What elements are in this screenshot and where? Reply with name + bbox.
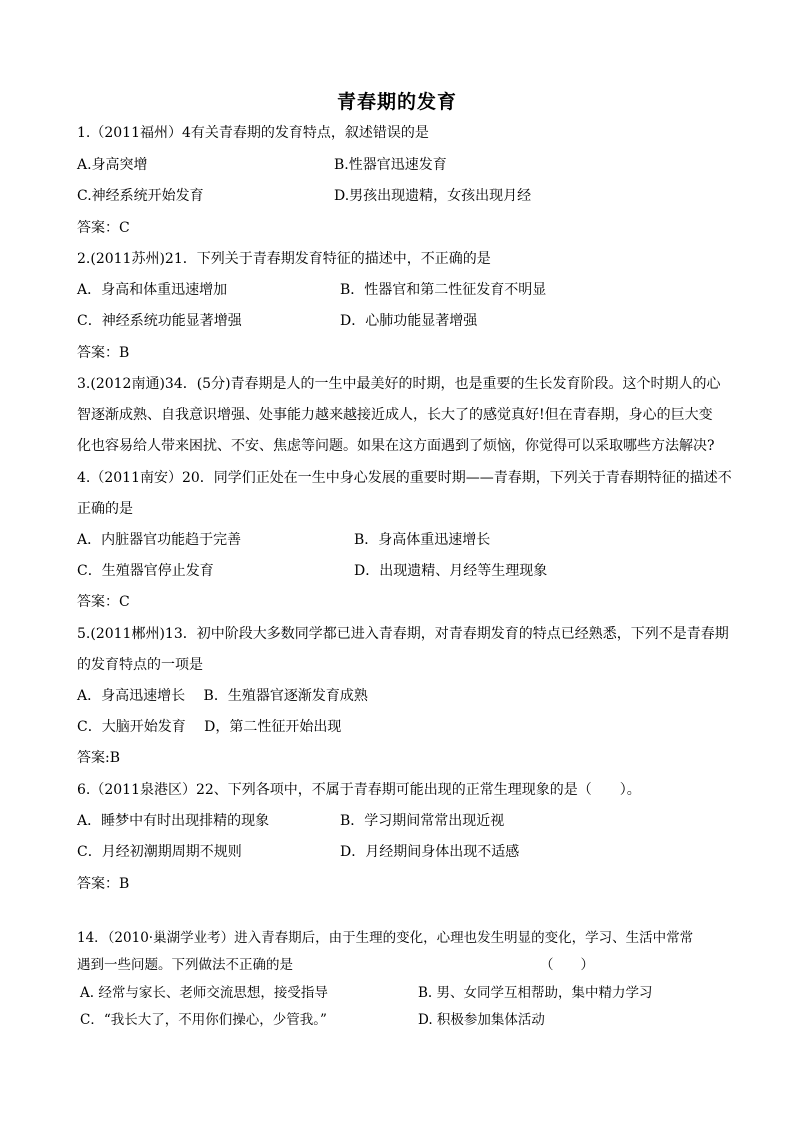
q1-option-b: B.性器官迅速发育: [334, 157, 447, 173]
q14-answer-bracket: （ ）: [540, 957, 594, 973]
q5-line-2: 的发育特点的一项是: [77, 657, 203, 673]
q1-stem: 1.（2011福州）4有关青春期的发育特点，叙述错误的是: [77, 125, 429, 141]
q14-option-b: B. 男、女同学互相帮助，集中精力学习: [418, 985, 653, 1001]
q3-line-3: 化也容易给人带来困扰、不安、焦虑等问题。如果在这方面遇到了烦恼，你觉得可以采取哪些方法解决?: [77, 438, 715, 454]
q2-answer: 答案：B: [77, 345, 130, 361]
q6-option-b: B．学习期间常常出现近视: [340, 813, 505, 829]
q5-options-cd: C．大脑开始发育 D，第二性征开始出现: [77, 719, 342, 735]
q2-option-a: A．身高和体重迅速增加: [77, 282, 228, 298]
q4-line-2: 正确的是: [77, 501, 133, 517]
q5-line-1: 5.(2011郴州)13．初中阶段大多数同学都已进入青春期，对青春期发育的特点已经熟悉，下列不是青春期: [77, 626, 729, 642]
q2-stem: 2.(2011苏州)21．下列关于青春期发育特征的描述中，不正确的是: [77, 251, 491, 267]
q6-stem: 6.（2011泉港区）22、下列各项中，不属于青春期可能出现的正常生理现象的是（ ）。: [77, 782, 641, 798]
q6-option-a: A．睡梦中有时出现排精的现象: [77, 813, 270, 829]
q14-option-d: D. 积极参加集体活动: [418, 1012, 545, 1028]
q4-option-d: D．出现遗精、月经等生理现象: [354, 563, 548, 579]
q2-option-c: C．神经系统功能显著增强: [77, 313, 242, 329]
q6-answer: 答案：B: [77, 876, 130, 892]
q1-option-c: C.神经系统开始发育: [77, 188, 204, 204]
q14-line-2: 遇到一些问题。下列做法不正确的是: [77, 957, 293, 973]
q2-option-d: D．心肺功能显著增强: [340, 313, 478, 329]
q3-line-2: 智逐渐成熟、自我意识增强、处事能力越来越接近成人，长大了的感觉真好!但在青春期，身心的巨大变: [77, 407, 713, 423]
q1-option-d: D.男孩出现遗精，女孩出现月经: [334, 188, 532, 204]
q4-answer: 答案：C: [77, 594, 130, 610]
q6-option-d: D．月经期间身体出现不适感: [340, 844, 520, 860]
q5-answer: 答案:B: [77, 750, 121, 766]
q1-answer: 答案：C: [77, 220, 130, 236]
q14-option-a: A. 经常与家长、老师交流思想，接受指导: [80, 985, 328, 1001]
q3-line-1: 3.(2012南通)34．(5分)青春期是人的一生中最美好的时期，也是重要的生长发育阶段。这个时期人的心: [77, 376, 721, 392]
q5-options-ab: A．身高迅速增长 B．生殖器官逐渐发育成熟: [77, 688, 368, 704]
q6-option-c: C．月经初潮期周期不规则: [77, 844, 242, 860]
q4-option-b: B．身高体重迅速增长: [354, 532, 491, 548]
page-title: 青春期的发育: [336, 91, 457, 113]
q4-option-c: C．生殖器官停止发育: [77, 563, 214, 579]
q4-option-a: A．内脏器官功能趋于完善: [77, 532, 242, 548]
q14-option-c: C．“我长大了，不用你们操心，少管我。”: [80, 1012, 327, 1028]
q4-line-1: 4.（2011南安）20．同学们正处在一生中身心发展的重要时期——青春期，下列关于青春期特征的描述不: [77, 470, 732, 486]
q2-option-b: B．性器官和第二性征发育不明显: [340, 282, 547, 298]
q1-option-a: A.身高突增: [77, 157, 148, 173]
q14-line-1: 14．（2010·巢湖学业考）进入青春期后，由于生理的变化，心理也发生明显的变化，学习、生活中常常: [77, 930, 694, 946]
